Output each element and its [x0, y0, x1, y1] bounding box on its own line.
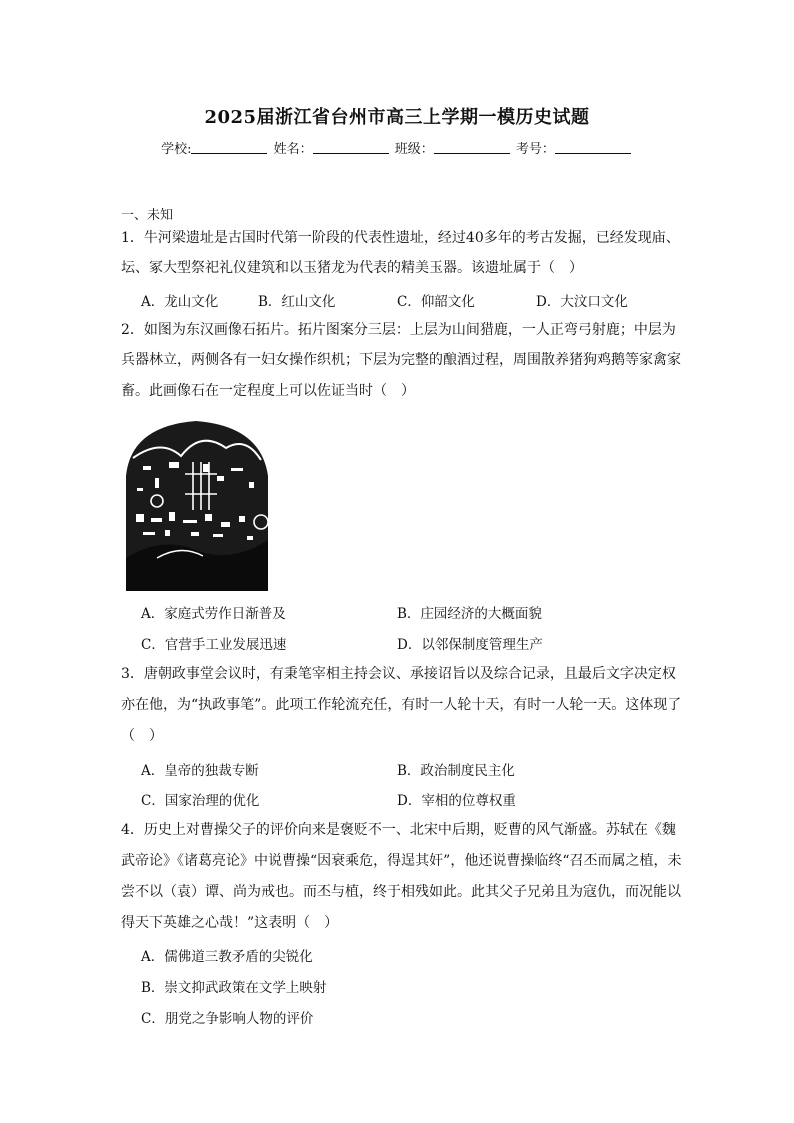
question-3-option-a: A．皇帝的独裁专断 [141, 763, 259, 779]
stone-rubbing-image [121, 418, 271, 591]
question-4-option-c: C．朋党之争影响人物的评价 [141, 1011, 314, 1027]
question-2-option-d: D．以邻保制度管理生产 [397, 637, 543, 653]
question-2-line-2: 兵器林立，两侧各有一妇女操作织机；下层为完整的酿酒过程，周围散养猪狗鸡鹅等家禽家 [121, 352, 681, 368]
name-label: 姓名： [273, 142, 313, 157]
question-4-option-b: B．崇文抑武政策在文学上映射 [141, 980, 327, 996]
question-1-line-2: 坛、冢大型祭祀礼仪建筑和以玉猪龙为代表的精美玉器。该遗址属于（ ） [121, 260, 583, 276]
student-info-row [0, 138, 794, 157]
question-1-option-c: C．仰韶文化 [397, 294, 475, 310]
exam-number-label: 考号： [515, 142, 555, 157]
section-heading: 一、未知 [121, 208, 174, 223]
question-2-option-c: C．官营手工业发展迅速 [141, 637, 287, 653]
question-2-option-a: A．家庭式劳作日渐普及 [141, 606, 286, 622]
question-3-line-3: （ ） [121, 728, 163, 744]
question-3-option-c: C．国家治理的优化 [141, 793, 260, 809]
question-3-option-b: B．政治制度民主化 [397, 763, 515, 779]
school-label: 学校: [161, 142, 192, 157]
exam-title: 2025届浙江省台州市高三上学期一模历史试题 [204, 107, 590, 128]
class-label: 班级： [394, 142, 434, 157]
question-4-option-a: A．儒佛道三教矛盾的尖锐化 [141, 949, 313, 965]
question-4-line-2: 武帝论》《诸葛亮论》中说曹操“因衰乘危，得逞其奸”，他还说曹操临终“召丕而属之植，未 [121, 853, 682, 869]
question-3-option-d: D．宰相的位尊权重 [397, 793, 516, 809]
question-2-option-b: B．庄园经济的大概面貌 [397, 606, 542, 622]
question-1-option-d: D．大汶口文化 [536, 294, 628, 310]
exam-number-blank [555, 141, 631, 154]
school-blank [191, 141, 267, 154]
question-2-line-1: 2．如图为东汉画像石拓片。拓片图案分三层：上层为山间猎鹿，一人正弯弓射鹿；中层为 [121, 322, 676, 338]
name-blank [313, 141, 389, 154]
question-4-line-1: 4．历史上对曹操父子的评价向来是褒贬不一、北宋中后期，贬曹的风气渐盛。苏轼在《魏 [121, 822, 676, 838]
question-1-option-a: A．龙山文化 [141, 294, 219, 310]
question-1-line-1: 1．牛河梁遗址是古国时代第一阶段的代表性遗址，经过40多年的考古发掘，已经发现庙、 [121, 230, 680, 246]
question-1-option-b: B．红山文化 [258, 294, 336, 310]
question-4-line-4: 得天下英雄之心哉！”这表明（ ） [121, 915, 339, 931]
question-4-line-3: 尝不以（袁）谭、尚为戒也。而丕与植，终于相残如此。此其父子兄弟且为寇仇，而况能以 [121, 884, 681, 900]
class-blank [434, 141, 510, 154]
question-3-line-2: 亦在他，为“执政事笔”。此项工作轮流充任，有时一人轮十天，有时一人轮一天。这体现了 [121, 697, 682, 713]
question-3-line-1: 3．唐朝政事堂会议时，有秉笔宰相主持会议、承接诏旨以及综合记录，且最后文字决定权 [121, 666, 676, 682]
question-2-line-3: 畜。此画像石在一定程度上可以佐证当时（ ） [121, 383, 415, 399]
